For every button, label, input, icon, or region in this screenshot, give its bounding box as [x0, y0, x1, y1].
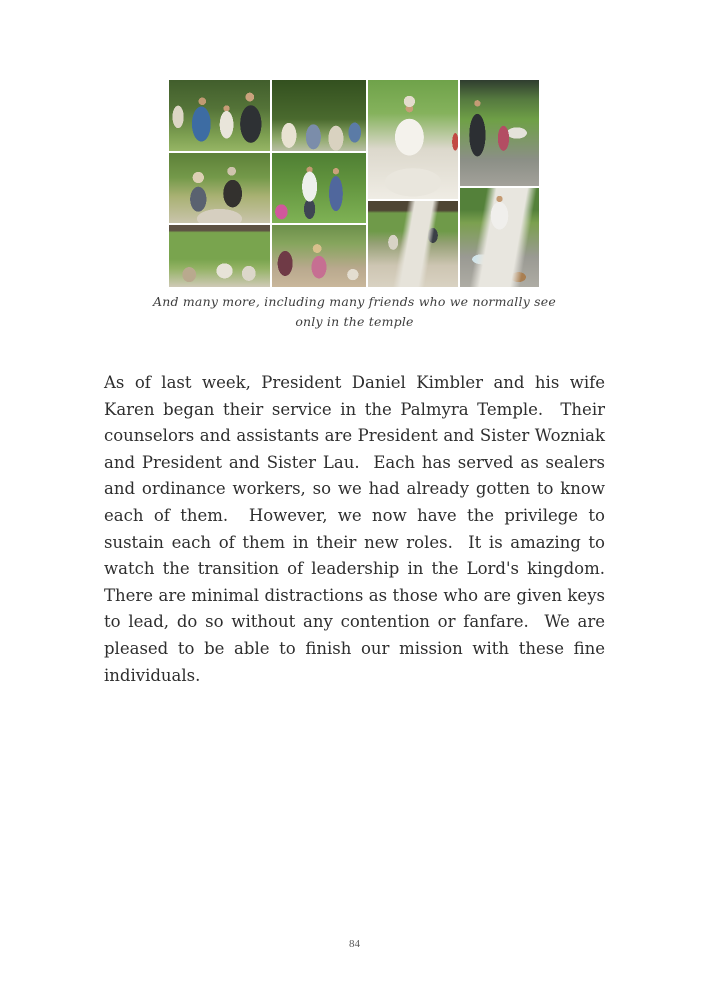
photo-conversation-outdoors	[169, 80, 270, 151]
page-number: 84	[349, 938, 360, 950]
photo-group-under-trees	[272, 80, 366, 151]
photo-pavilion-field-view	[169, 225, 270, 287]
photo-caption-line2: only in the temple	[295, 314, 414, 329]
photo-dessert-table-cake	[460, 188, 539, 287]
photo-woman-white-shirt-table	[368, 80, 458, 199]
photo-caption-line1: And many more, including many friends who we normally see	[153, 294, 556, 309]
photo-collage	[169, 80, 539, 287]
article-paragraph: As of last week, President Daniel Kimbler and his wife Karen began their service in the Palmyra Temple. Their counselors and assistants are President and Sister Wozniak and President and Sister Lau. Each has served as sealers and ordinance workers, so we had already gotten to know each of them. However, we now have the privilege to sustain each of them in their new roles. It is amazing to watch the transition of leadership in the Lord's kingdom. There are minimal distractions as those who are given keys to lead, do so without any contention or fanfare. We are pleased to be able to finish our mission with these fine individuals.	[104, 373, 616, 685]
photo-couple-seated-table	[169, 153, 270, 223]
photo-pavilion-man-suit	[460, 80, 539, 186]
photo-couple-standing-grass	[272, 153, 366, 223]
photo-long-dining-table	[368, 201, 458, 287]
photo-gathering-pink-dress	[272, 225, 366, 287]
photo-caption	[0, 292, 709, 332]
